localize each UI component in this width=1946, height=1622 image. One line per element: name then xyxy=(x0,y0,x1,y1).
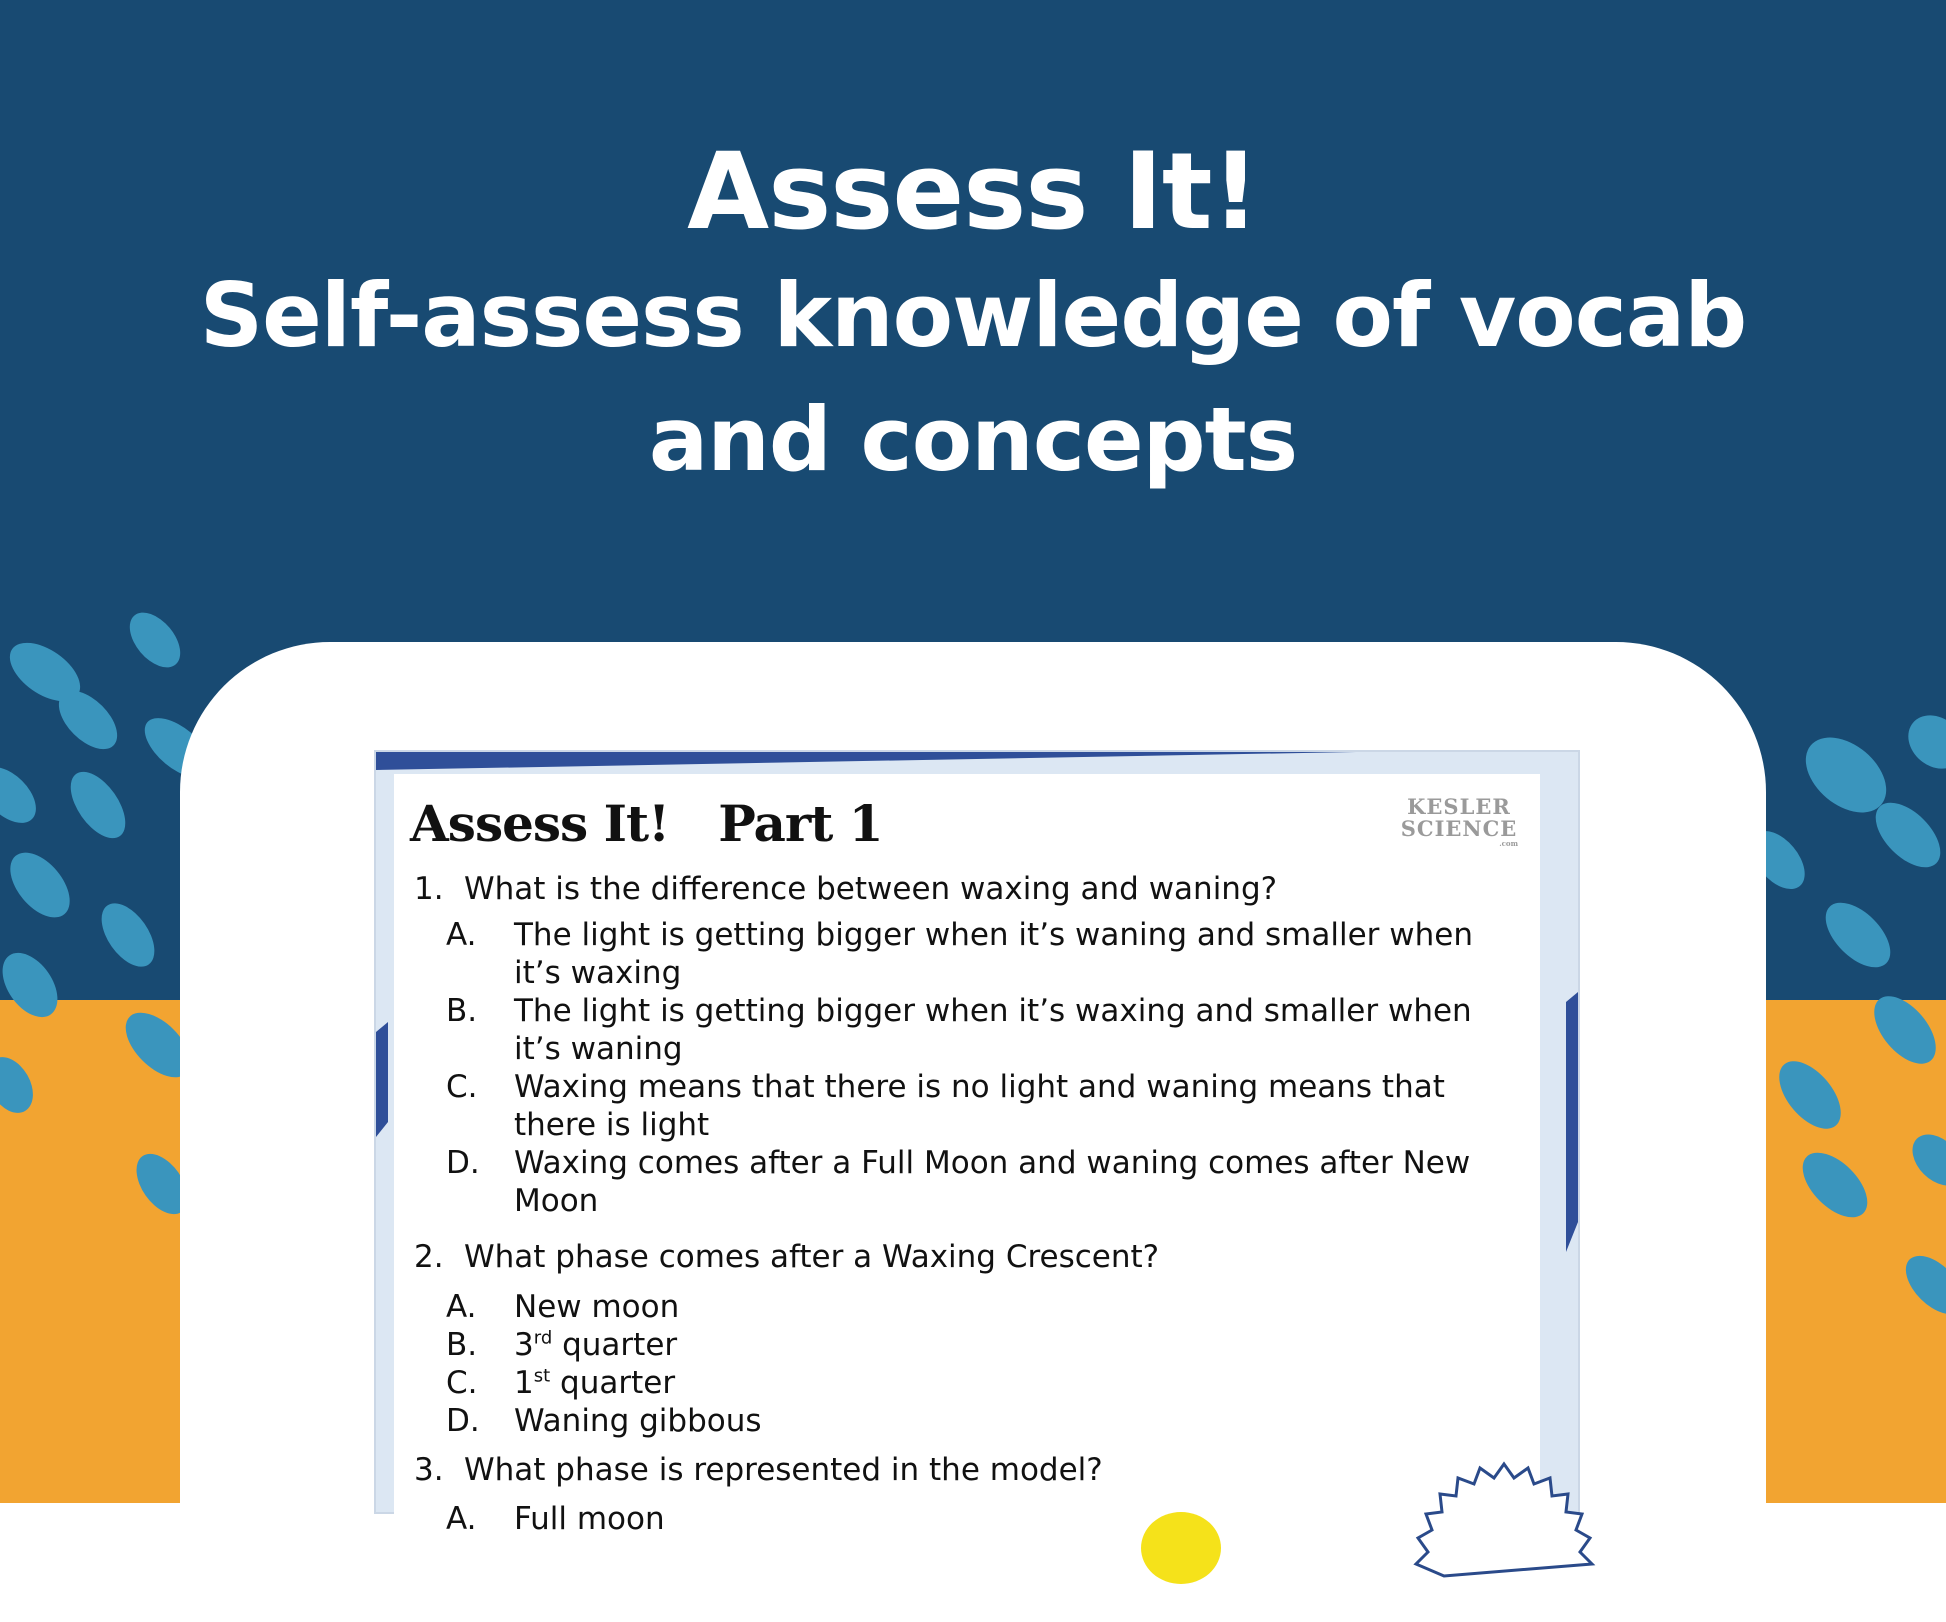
option-letter: C. xyxy=(446,1069,478,1105)
option-letter: D. xyxy=(446,1145,480,1181)
slide-content xyxy=(394,774,1540,1537)
option-letter: C. xyxy=(446,1365,478,1401)
option-letter: D. xyxy=(446,1403,480,1439)
ordinal-number: 3 xyxy=(514,1327,534,1363)
logo-line1: KESLER xyxy=(1407,794,1511,819)
option-text xyxy=(514,1326,1524,1364)
option-text: Waxing comes after a Full Moon and waning comes after New Moon xyxy=(514,1145,1471,1219)
ordinal-suffix: st xyxy=(533,1365,551,1387)
option-text: The light is getting bigger when it’s waxing and smaller when it’s waning xyxy=(514,993,1472,1067)
header-subtitle-line2: and concepts xyxy=(648,388,1298,491)
option-text: The light is getting bigger when it’s waning and smaller when it’s waxing xyxy=(514,917,1473,991)
header-subtitle-line1: Self-assess knowledge of vocab xyxy=(199,264,1747,367)
kesler-science-logo xyxy=(1400,796,1518,848)
option-letter: A. xyxy=(446,1289,477,1325)
moon-icon xyxy=(1136,1508,1226,1548)
question-text: What is the difference between waxing and waning? xyxy=(464,871,1278,907)
logo-line2: SCIENCE xyxy=(1400,816,1518,841)
option-letter: A. xyxy=(446,917,477,953)
option-text: Full moon xyxy=(514,1501,665,1537)
question-number: 1. xyxy=(414,871,444,907)
option-text: New moon xyxy=(514,1289,680,1325)
page-header xyxy=(0,130,1946,502)
logo-line3: .com xyxy=(1499,839,1518,848)
worksheet-slide xyxy=(374,750,1580,1537)
header-title: Assess It! xyxy=(687,130,1259,253)
slide-title: Assess It! Part 1 xyxy=(410,794,883,853)
option-text: Waxing means that there is no light and waning means that there is light xyxy=(514,1069,1445,1143)
ordinal-number: 1 xyxy=(514,1365,534,1401)
option-text xyxy=(514,1364,1524,1402)
ordinal-suffix: rd xyxy=(533,1327,553,1349)
question-text: What phase comes after a Waxing Crescent? xyxy=(464,1239,1160,1275)
option-suffix-text: quarter xyxy=(550,1365,676,1401)
question-number: 3. xyxy=(414,1452,444,1488)
question-text: What phase is represented in the model? xyxy=(464,1452,1103,1488)
option-letter: B. xyxy=(446,993,478,1029)
question-number: 2. xyxy=(414,1239,444,1275)
sun-icon xyxy=(1404,1456,1604,1576)
option-text: Waning gibbous xyxy=(514,1403,762,1439)
option-letter: B. xyxy=(446,1327,478,1363)
option-suffix-text: quarter xyxy=(552,1327,678,1363)
option-letter: A. xyxy=(446,1501,477,1537)
